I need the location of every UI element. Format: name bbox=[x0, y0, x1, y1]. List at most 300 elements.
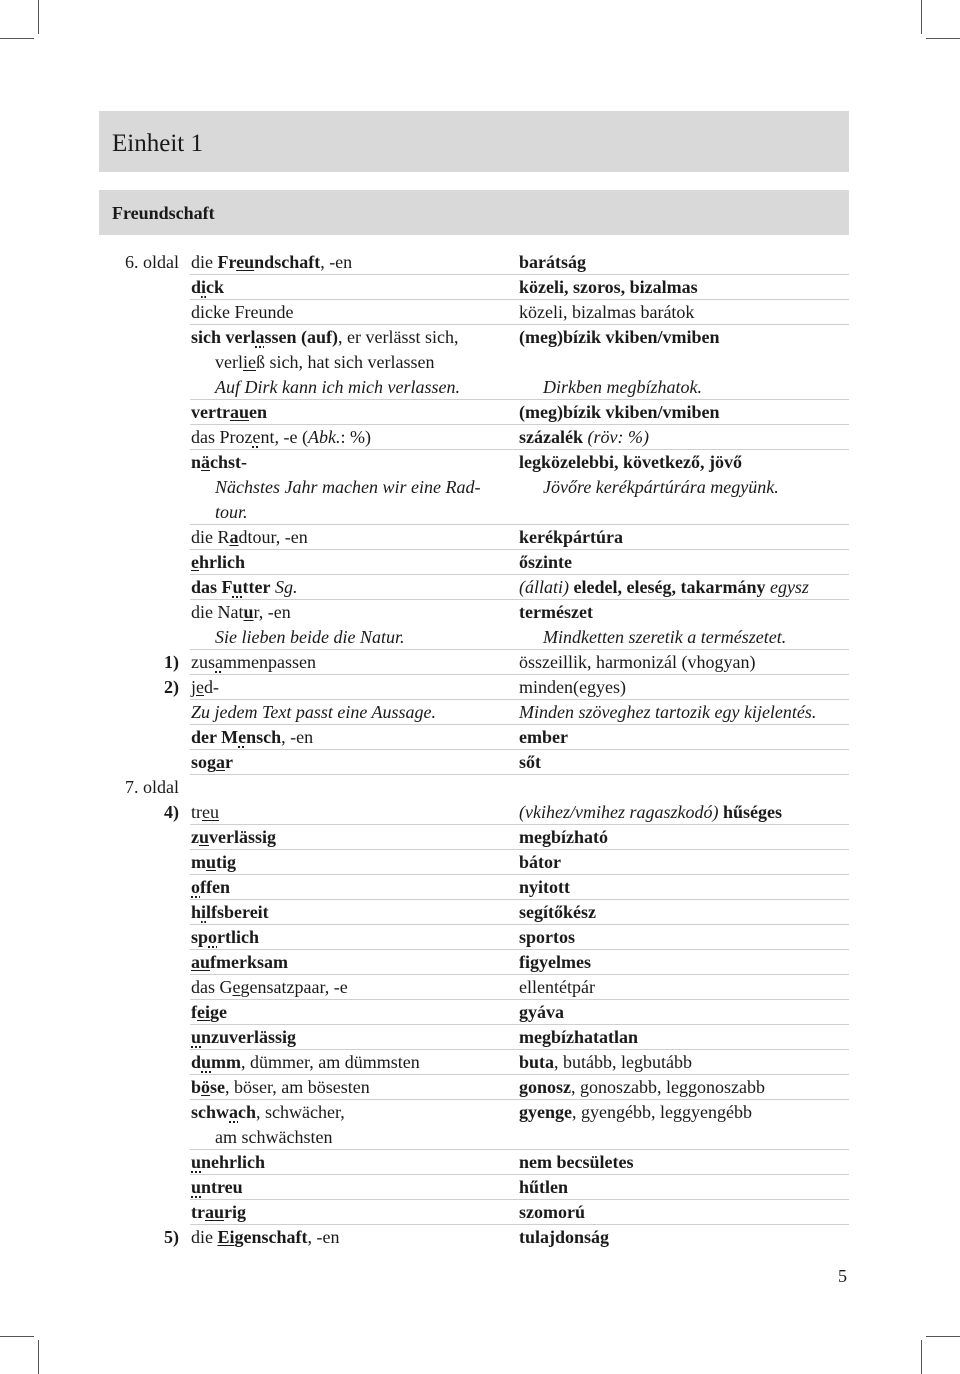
vocab-row bbox=[0, 900, 960, 925]
crop-mark bbox=[926, 38, 960, 39]
german-term-text bbox=[191, 302, 293, 322]
text-segment: közeli, bizalmas barátok bbox=[519, 302, 695, 322]
hungarian-translation bbox=[519, 700, 816, 725]
german-term bbox=[191, 900, 269, 925]
text-segment: ß sich, hat sich verlassen bbox=[255, 352, 435, 372]
text-segment: a bbox=[229, 527, 239, 547]
text-segment: j bbox=[191, 677, 197, 697]
german-term-text bbox=[191, 452, 247, 472]
crop-mark bbox=[0, 38, 34, 39]
text-segment: am schwächsten bbox=[215, 1127, 333, 1147]
hungarian-translation-text bbox=[519, 677, 626, 697]
text-segment: nt, -e ( bbox=[260, 427, 308, 447]
text-segment: au bbox=[191, 952, 211, 972]
section-title: Freundschaft bbox=[112, 203, 215, 223]
hungarian-translation-text bbox=[519, 852, 561, 872]
text-segment: barátság bbox=[519, 252, 586, 272]
german-term bbox=[191, 875, 230, 900]
german-term bbox=[191, 1050, 420, 1075]
hungarian-translation-text bbox=[519, 1077, 765, 1097]
text-segment: , er verlässt sich, bbox=[338, 327, 459, 347]
text-segment: u bbox=[191, 1027, 202, 1047]
crop-mark bbox=[921, 1340, 922, 1374]
text-segment: r, -en bbox=[253, 602, 291, 622]
text-segment: százalék bbox=[519, 427, 583, 447]
text-segment: Ei bbox=[217, 1227, 235, 1247]
german-term-text bbox=[191, 1052, 420, 1072]
hungarian-translation bbox=[519, 1150, 633, 1175]
hungarian-translation-text bbox=[519, 1152, 633, 1172]
hungarian-translation-text bbox=[519, 952, 591, 972]
text-segment: , -en bbox=[281, 727, 314, 747]
vocab-row bbox=[0, 850, 960, 875]
text-segment: e bbox=[196, 677, 205, 697]
hungarian-translation bbox=[519, 300, 694, 325]
text-segment: dtour, -en bbox=[238, 527, 308, 547]
german-term-text bbox=[191, 802, 219, 822]
hungarian-translation-text bbox=[519, 277, 698, 297]
text-segment: buta bbox=[519, 1052, 555, 1072]
german-term-text bbox=[191, 677, 219, 697]
german-term bbox=[191, 475, 480, 500]
hungarian-translation-text bbox=[519, 1177, 568, 1197]
vocab-row bbox=[0, 700, 960, 725]
page-number: 5 bbox=[838, 1266, 847, 1286]
text-segment: , schwächer, bbox=[256, 1102, 345, 1122]
german-term-text bbox=[191, 727, 313, 747]
german-term bbox=[191, 725, 313, 750]
text-segment: das F bbox=[191, 577, 233, 597]
german-term bbox=[191, 350, 434, 375]
hungarian-translation bbox=[519, 1225, 609, 1250]
german-term-text bbox=[191, 902, 269, 922]
exercise-label: 6. oldal bbox=[125, 252, 179, 272]
text-segment: legközelebbi, következő, jövő bbox=[519, 452, 742, 472]
crop-mark bbox=[38, 0, 39, 34]
vocab-row bbox=[0, 825, 960, 850]
hungarian-translation bbox=[519, 1000, 564, 1025]
german-term-text bbox=[215, 350, 434, 375]
text-segment: Jövőre kerékpártúrára megyünk. bbox=[543, 477, 779, 497]
text-segment: (állati) bbox=[519, 577, 574, 597]
german-term-text bbox=[215, 1125, 332, 1150]
text-segment: tulajdonság bbox=[519, 1227, 610, 1247]
german-term bbox=[191, 1125, 332, 1150]
text-segment: zus bbox=[191, 652, 215, 672]
text-segment: ei bbox=[197, 1002, 210, 1022]
german-term-text bbox=[191, 977, 348, 997]
german-term bbox=[191, 1100, 345, 1125]
hungarian-translation bbox=[519, 750, 541, 775]
vocab-row bbox=[0, 575, 960, 600]
text-segment: megbízható bbox=[519, 827, 608, 847]
german-term bbox=[191, 950, 288, 975]
vocab-row bbox=[0, 350, 960, 375]
crop-mark bbox=[0, 1336, 34, 1337]
text-segment: természet bbox=[519, 602, 593, 622]
text-segment: a bbox=[215, 652, 223, 672]
text-segment: u bbox=[191, 1177, 202, 1197]
exercise-label: 7. oldal bbox=[125, 777, 179, 797]
text-segment: i bbox=[201, 277, 207, 297]
text-segment: das G bbox=[191, 977, 233, 997]
hungarian-translation-text bbox=[519, 1052, 692, 1072]
vocab-row bbox=[0, 1175, 960, 1200]
unit-title: Einheit 1 bbox=[112, 130, 203, 157]
text-segment: das Proz bbox=[191, 427, 253, 447]
hungarian-translation bbox=[519, 950, 591, 975]
hungarian-translation-text bbox=[519, 977, 595, 997]
hungarian-translation bbox=[519, 1175, 568, 1200]
text-segment: schw bbox=[191, 1102, 230, 1122]
hungarian-translation-text bbox=[519, 1002, 564, 1022]
german-term bbox=[191, 375, 460, 400]
text-segment: gonosz bbox=[519, 1077, 572, 1097]
text-segment: die bbox=[191, 252, 218, 272]
german-term-text bbox=[191, 852, 236, 872]
text-segment: au bbox=[229, 402, 249, 422]
german-term bbox=[191, 625, 404, 650]
text-segment: egysz bbox=[765, 577, 809, 597]
text-segment: ellentétpár bbox=[519, 977, 595, 997]
text-segment: dicke Freunde bbox=[191, 302, 294, 322]
hungarian-translation-text bbox=[519, 652, 755, 672]
text-segment: (röv: %) bbox=[582, 427, 649, 447]
text-segment: hűtlen bbox=[519, 1177, 569, 1197]
vocab-row bbox=[0, 775, 960, 800]
german-term bbox=[191, 325, 458, 350]
exercise-label: 2) bbox=[164, 677, 179, 697]
hungarian-translation bbox=[519, 975, 595, 1000]
text-segment: a bbox=[216, 752, 226, 772]
german-term-text bbox=[191, 827, 276, 847]
hungarian-translation-text bbox=[519, 902, 596, 922]
vocab-row bbox=[0, 525, 960, 550]
text-segment: megbízhatatlan bbox=[519, 1027, 638, 1047]
text-segment: hrlich bbox=[199, 552, 246, 572]
text-segment: die Nat bbox=[191, 602, 244, 622]
vocab-row bbox=[0, 800, 960, 825]
hungarian-translation bbox=[519, 450, 742, 475]
text-segment: die R bbox=[191, 527, 230, 547]
german-term-text bbox=[191, 1177, 243, 1197]
text-segment: nyitott bbox=[519, 877, 570, 897]
german-term-text bbox=[191, 552, 245, 572]
german-term bbox=[191, 1000, 227, 1025]
text-segment: eu bbox=[236, 252, 255, 272]
hungarian-translation-text bbox=[519, 877, 570, 897]
hungarian-translation-text bbox=[519, 1102, 752, 1122]
hungarian-translation-text bbox=[519, 827, 608, 847]
text-segment: gensatzpaar, -e bbox=[240, 977, 348, 997]
hungarian-translation-text bbox=[519, 1227, 609, 1247]
hungarian-translation-text bbox=[543, 475, 779, 500]
text-segment: vertr bbox=[191, 402, 230, 422]
german-term-text bbox=[191, 952, 288, 972]
text-segment: bátor bbox=[519, 852, 561, 872]
text-segment: hűséges bbox=[722, 802, 782, 822]
german-term-text bbox=[215, 375, 460, 400]
text-segment: eu bbox=[202, 802, 219, 822]
german-term bbox=[191, 575, 298, 600]
hungarian-translation bbox=[519, 1050, 692, 1075]
text-segment: tr bbox=[191, 1202, 205, 1222]
text-segment: őszinte bbox=[519, 552, 572, 572]
german-term-text bbox=[191, 652, 316, 672]
german-term-text bbox=[191, 1202, 246, 1222]
text-segment: o bbox=[191, 877, 200, 897]
text-segment: kerékpártúra bbox=[519, 527, 623, 547]
hungarian-translation-text bbox=[519, 577, 809, 597]
hungarian-translation-text bbox=[519, 452, 742, 472]
hungarian-translation-text bbox=[519, 727, 568, 747]
german-term-text bbox=[191, 877, 230, 897]
text-segment: , dümmer, am dümmsten bbox=[241, 1052, 420, 1072]
text-segment: nzuverlässig bbox=[201, 1027, 297, 1047]
text-segment: n bbox=[191, 452, 202, 472]
text-segment: e bbox=[238, 727, 247, 747]
vocab-row bbox=[0, 675, 960, 700]
text-segment: tig bbox=[216, 852, 237, 872]
german-term bbox=[191, 1200, 246, 1225]
hungarian-translation bbox=[519, 625, 786, 650]
german-term bbox=[191, 425, 371, 450]
text-segment: chst- bbox=[210, 452, 248, 472]
hungarian-translation bbox=[519, 1025, 638, 1050]
german-term-text bbox=[191, 427, 371, 447]
hungarian-translation bbox=[519, 525, 623, 550]
hungarian-translation bbox=[519, 475, 779, 500]
hungarian-translation-text bbox=[519, 702, 816, 722]
hungarian-translation bbox=[519, 400, 720, 425]
vocab-row bbox=[0, 450, 960, 475]
hungarian-translation bbox=[519, 875, 570, 900]
text-segment: die bbox=[191, 1227, 218, 1247]
vocab-row bbox=[0, 1225, 960, 1250]
hungarian-translation-text bbox=[519, 1202, 585, 1222]
german-term-text bbox=[191, 1152, 265, 1172]
text-segment: sich verl bbox=[191, 327, 256, 347]
text-segment: , gonoszabb, leggonoszabb bbox=[571, 1077, 765, 1097]
german-term bbox=[191, 550, 245, 575]
vocab-row bbox=[0, 950, 960, 975]
hungarian-translation-text bbox=[519, 427, 649, 447]
german-term bbox=[191, 1025, 296, 1050]
text-segment: , butább, legbutább bbox=[554, 1052, 692, 1072]
hungarian-translation bbox=[519, 550, 572, 575]
vocab-row bbox=[0, 1125, 960, 1150]
german-term-text bbox=[191, 277, 224, 297]
hungarian-translation bbox=[519, 250, 586, 275]
text-segment: u bbox=[232, 577, 243, 597]
hungarian-translation bbox=[519, 375, 702, 400]
text-segment: a bbox=[229, 1102, 239, 1122]
hungarian-translation-text bbox=[519, 402, 720, 422]
hungarian-translation-text bbox=[543, 625, 786, 650]
text-segment: ssen (auf) bbox=[264, 327, 339, 347]
text-segment: ember bbox=[519, 727, 568, 747]
german-term bbox=[191, 450, 247, 475]
text-segment: o bbox=[208, 927, 218, 947]
text-segment: d bbox=[191, 277, 202, 297]
hungarian-translation bbox=[519, 575, 809, 600]
german-term-text bbox=[215, 625, 404, 650]
hungarian-translation bbox=[519, 1100, 752, 1125]
hungarian-translation-text bbox=[519, 802, 782, 822]
text-segment: verl bbox=[215, 352, 243, 372]
text-segment: ge bbox=[210, 1002, 227, 1022]
text-segment: ch bbox=[238, 1102, 257, 1122]
exercise-label: 4) bbox=[164, 802, 179, 822]
vocab-row bbox=[0, 925, 960, 950]
text-segment: mmenpassen bbox=[223, 652, 316, 672]
section-header bbox=[99, 190, 849, 235]
text-segment: ffen bbox=[200, 877, 230, 897]
vocab-row bbox=[0, 1050, 960, 1075]
hungarian-translation bbox=[519, 1075, 765, 1100]
text-segment: gyáva bbox=[519, 1002, 564, 1022]
vocab-row bbox=[0, 550, 960, 575]
text-segment: en bbox=[248, 402, 267, 422]
text-segment: rtlich bbox=[217, 927, 260, 947]
text-segment: sőt bbox=[519, 752, 541, 772]
text-segment: u bbox=[206, 852, 217, 872]
text-segment: se bbox=[210, 1077, 226, 1097]
hungarian-translation-text bbox=[519, 327, 720, 347]
german-term-text bbox=[215, 475, 480, 500]
german-term bbox=[191, 275, 224, 300]
hungarian-translation bbox=[519, 600, 593, 625]
german-term bbox=[191, 250, 352, 275]
german-term-text bbox=[191, 252, 352, 272]
hungarian-translation-text bbox=[519, 927, 575, 947]
vocab-row bbox=[0, 625, 960, 650]
text-segment: összeillik, harmonizál (vhogyan) bbox=[519, 652, 756, 672]
text-segment: au bbox=[204, 1202, 224, 1222]
text-segment: sportos bbox=[519, 927, 576, 947]
text-segment: z bbox=[191, 827, 199, 847]
text-segment: d- bbox=[204, 677, 220, 697]
german-term bbox=[191, 1075, 370, 1100]
text-segment: : %) bbox=[340, 427, 371, 447]
german-term bbox=[191, 650, 316, 675]
text-segment: f bbox=[191, 1002, 197, 1022]
text-segment: nem becsületes bbox=[519, 1152, 634, 1172]
text-segment: nsch bbox=[246, 727, 282, 747]
german-term bbox=[191, 400, 267, 425]
text-segment: verlässig bbox=[209, 827, 277, 847]
german-term-text bbox=[191, 577, 298, 597]
text-segment: u bbox=[243, 602, 254, 622]
text-segment: Zu jedem Text passt eine Aussage. bbox=[191, 702, 436, 722]
german-term-text bbox=[191, 1002, 227, 1022]
hungarian-translation-text bbox=[519, 252, 586, 272]
text-segment: (vkihez/vmihez ragaszkodó) bbox=[519, 802, 723, 822]
text-segment: fmerksam bbox=[210, 952, 288, 972]
german-term-text bbox=[191, 927, 259, 947]
text-segment: Mindketten szeretik a természetet. bbox=[543, 627, 787, 647]
text-segment: a bbox=[255, 327, 265, 347]
text-segment: genschaft bbox=[234, 1227, 308, 1247]
german-term-text bbox=[191, 1102, 345, 1122]
german-term bbox=[191, 1175, 243, 1200]
german-term-text bbox=[191, 527, 308, 547]
vocab-row bbox=[0, 1075, 960, 1100]
text-segment: eledel, eleség, takarmány bbox=[573, 577, 766, 597]
german-term bbox=[191, 600, 291, 625]
text-segment: Sie lieben beide die Natur. bbox=[215, 627, 405, 647]
text-segment: közeli, szoros, bizalmas bbox=[519, 277, 698, 297]
text-segment: b bbox=[191, 1077, 202, 1097]
text-segment: Dirkben megbízhatok. bbox=[543, 377, 702, 397]
german-term bbox=[191, 800, 219, 825]
hungarian-translation bbox=[519, 325, 720, 350]
text-segment: Fr bbox=[217, 252, 237, 272]
hungarian-translation bbox=[519, 925, 575, 950]
hungarian-translation bbox=[519, 1200, 585, 1225]
text-segment: ö bbox=[201, 1077, 211, 1097]
hungarian-translation bbox=[519, 900, 596, 925]
text-segment: tter bbox=[242, 577, 271, 597]
text-segment: , -en bbox=[307, 1227, 340, 1247]
vocab-row bbox=[0, 1000, 960, 1025]
hungarian-translation-text bbox=[519, 1027, 638, 1047]
vocab-row bbox=[0, 750, 960, 775]
text-segment: rig bbox=[224, 1202, 246, 1222]
exercise-label: 1) bbox=[164, 652, 179, 672]
german-term bbox=[191, 300, 293, 325]
crop-mark bbox=[921, 0, 922, 34]
german-term bbox=[191, 1150, 265, 1175]
text-segment: , gyengébb, leggyengébb bbox=[572, 1102, 752, 1122]
german-term-text bbox=[191, 602, 291, 622]
german-term bbox=[191, 675, 219, 700]
vocab-row bbox=[0, 600, 960, 625]
vocab-row bbox=[0, 250, 960, 275]
text-segment: tr bbox=[191, 802, 202, 822]
text-segment: e bbox=[252, 427, 261, 447]
crop-mark bbox=[38, 1340, 39, 1374]
vocab-row bbox=[0, 275, 960, 300]
text-segment: der M bbox=[191, 727, 239, 747]
text-segment: szomorú bbox=[519, 1202, 585, 1222]
text-segment: sog bbox=[191, 752, 217, 772]
german-term bbox=[191, 500, 248, 525]
text-segment: ndschaft bbox=[254, 252, 321, 272]
vocab-row bbox=[0, 325, 960, 350]
hungarian-translation bbox=[519, 850, 561, 875]
crop-mark bbox=[926, 1336, 960, 1337]
hungarian-translation-text bbox=[519, 602, 593, 622]
text-segment: nehrlich bbox=[201, 1152, 266, 1172]
hungarian-translation-text bbox=[519, 552, 572, 572]
exercise-label: 5) bbox=[164, 1227, 179, 1247]
german-term bbox=[191, 1225, 340, 1250]
text-segment: e bbox=[191, 552, 199, 572]
german-term-text bbox=[191, 1027, 296, 1047]
german-term-text bbox=[191, 402, 267, 422]
text-segment: Minden szöveghez tartozik egy kijelentés. bbox=[519, 702, 817, 722]
text-segment: segítőkész bbox=[519, 902, 596, 922]
text-segment: , böser, am bösesten bbox=[225, 1077, 370, 1097]
text-segment: (meg)bízik vkiben/vmiben bbox=[519, 327, 720, 347]
vocabulary-list bbox=[0, 250, 960, 1250]
german-term bbox=[191, 925, 259, 950]
vocab-row bbox=[0, 1150, 960, 1175]
vocab-row bbox=[0, 1100, 960, 1125]
text-segment: u bbox=[199, 827, 210, 847]
german-term-text bbox=[191, 702, 436, 722]
